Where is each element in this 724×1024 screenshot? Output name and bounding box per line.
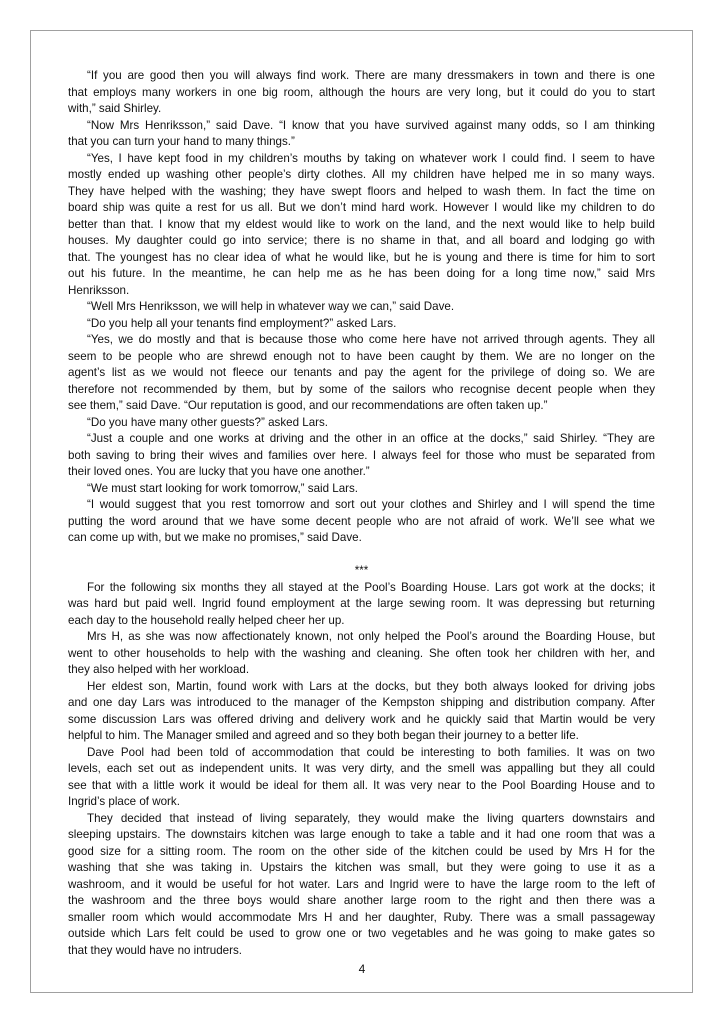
text-line: “We must start looking for work tomorrow,” said Lars. [87, 481, 359, 495]
text-line: agent’s list as we would not fleece our tenants and pay the agent for the privilege of doing so. We are [68, 366, 655, 379]
text-line: see them,” said Dave. “Our reputation is good, and our recommendations are often taken up.” [68, 399, 548, 412]
paragraph [68, 68, 655, 118]
text-line: “Yes, we do mostly and that is because those who come here have not arrived through agents. They all [87, 333, 655, 346]
text-line: that they would have no intruders. [68, 943, 243, 957]
text-line: that. The youngest has no clear idea of what he would like, but he is young and there is time for him to sort [68, 250, 655, 264]
paragraph [68, 580, 655, 630]
text-line: “Yes, I have kept food in my children’s mouths by taking on whatever work I could find. I seem to have [87, 151, 655, 165]
text-line: “Well Mrs Henriksson, we will help in whatever way we can,” said Dave. [87, 300, 455, 313]
text-line: seem to be people who are shrewd enough not to have been caught by them. We are no longer on the [68, 349, 655, 363]
text-line: their loved ones. You are lucky that you have one another.” [68, 465, 370, 478]
text-line: can come up with, but we make no promises,” said Dave. [68, 531, 362, 544]
paragraph [68, 151, 655, 300]
text-line: levels, each set out as independent units. It was very dirty, and the smell was appalling but they all could [68, 762, 655, 775]
text-line: good size for a sitting room. The room on the other side of the kitchen could be used by Mrs H for the [68, 844, 655, 858]
blank-line [68, 547, 655, 564]
text-line: Ingrid’s place of work. [68, 795, 180, 808]
text-line: “Now Mrs Henriksson,” said Dave. “I know that you have survived against many odds, so I am thinking [87, 118, 655, 132]
text-line: They have helped with the washing; they have swept floors and helped to wash them. In fact the time on [68, 184, 655, 198]
text-line: was hard but paid well. Ingrid found employment at the large sewing room. It was depressing but returning [68, 597, 655, 610]
text-line: the washroom and the three boys would share another large room to the right and then there was a [68, 894, 655, 907]
paragraph [68, 745, 655, 811]
text-line: some discussion Lars was offered driving and delivery work and he quickly said that Martin would be very [68, 712, 655, 726]
text-line: therefore not recommended by them, but by some of the sailors who recognise decent people when they [68, 382, 655, 396]
text-line: mostly ended up washing other people’s dirty clothes. All my children have helped me in so many ways. [68, 168, 655, 181]
paragraph [68, 431, 655, 481]
text-line: “Just a couple and one works at driving and the other in an office at the docks,” said Shirley. “They are [87, 432, 655, 445]
paragraph [68, 316, 655, 333]
text-line: sleeping upstairs. The downstairs kitchen was large enough to take a table and it had one room that was a [68, 828, 655, 841]
text-line: smaller room which would accommodate Mrs H and her daughter, Ruby. There was a small passageway [68, 910, 655, 924]
paragraph [68, 481, 655, 498]
text-line: both saving to bring their wives and families over here. I always feel for those who must be separated from [68, 448, 655, 462]
text-line: with,” said Shirley. [68, 102, 162, 115]
paragraph [68, 299, 655, 316]
text-line: “Do you have many other guests?” asked Lars. [87, 415, 329, 429]
paragraph [68, 679, 655, 745]
body-text [68, 68, 655, 959]
paragraph [68, 415, 655, 432]
text-line: putting the word around that we have some decent people who are not afraid of work. We’ll see what we [68, 514, 655, 528]
text-line: Mrs H, as she was now affectionately known, not only helped the Pool’s around the Boarding House, but [87, 630, 655, 643]
text-line: They decided that instead of living separately, they would make the living quarters downstairs and [87, 811, 655, 825]
text-line: outside which Lars felt could be used to grow one or two vegetables and he was going to make gates so [68, 927, 655, 940]
text-line: For the following six months they all stayed at the Pool’s Boarding House. Lars got work at the docks; it [87, 580, 655, 594]
paragraph [68, 332, 655, 415]
paragraph [68, 811, 655, 960]
text-line: houses. My daughter could go into service; there is no shame in that, and all board and lodging go with [68, 234, 655, 247]
text-line: that employs many workers in one big room, although the hours are very long, but it could do you to start [68, 85, 655, 99]
page-number: 4 [358, 962, 366, 976]
text-line: that you can turn your hand to many things.” [68, 135, 295, 148]
text-line: board ship was quite a rest for us all. But we don’t mind hard work. However I would like my children to do [68, 201, 655, 214]
paragraph [68, 629, 655, 679]
text-line: better than that. I know that my eldest would like to work on the land, and the next would like to help build [68, 217, 655, 231]
text-line: see that with a little work it would be ideal for them all. It was very near to the Pool Boarding House and to [68, 778, 655, 792]
text-line: out his future. In the meantime, he can help me as he has been doing for a long time now,” said Mrs [68, 267, 655, 280]
text-line: and one day Lars was introduced to the manager of the Kempston shipping and distribution company. After [68, 696, 655, 709]
text-line: Henriksson. [68, 283, 130, 297]
text-line: “Do you help all your tenants find employment?” asked Lars. [87, 316, 397, 330]
text-line: Her eldest son, Martin, found work with Lars at the docks, but they both always looked for driving jobs [87, 679, 655, 693]
text-line: each day to the household really helped cheer her up. [68, 613, 345, 627]
text-line: washing that she was taking in. Upstairs the kitchen was small, but they were going to use it as a [68, 861, 655, 874]
text-line: “If you are good then you will always find work. There are many dressmakers in town and there is one [87, 69, 655, 82]
paragraph [68, 118, 655, 151]
text-line: helpful to him. The Manager smiled and agreed and so they both began their journey to a better life. [68, 729, 579, 742]
text-line: Dave Pool had been told of accommodation that could be interesting to both families. It was on two [87, 745, 655, 759]
text-line: “I would suggest that you rest tomorrow and sort out your clothes and Shirley and I will spend the time [87, 498, 655, 511]
text-line: went to other households to help with the washing and cleaning. She often took her children with her, and [68, 646, 655, 660]
text-line: washroom, and it would be useful for hot water. Lars and Ingrid were to have the large room to the left of [68, 877, 655, 891]
text-line: they also helped with her workload. [68, 663, 250, 676]
section-separator: *** [354, 564, 369, 577]
paragraph [68, 497, 655, 547]
